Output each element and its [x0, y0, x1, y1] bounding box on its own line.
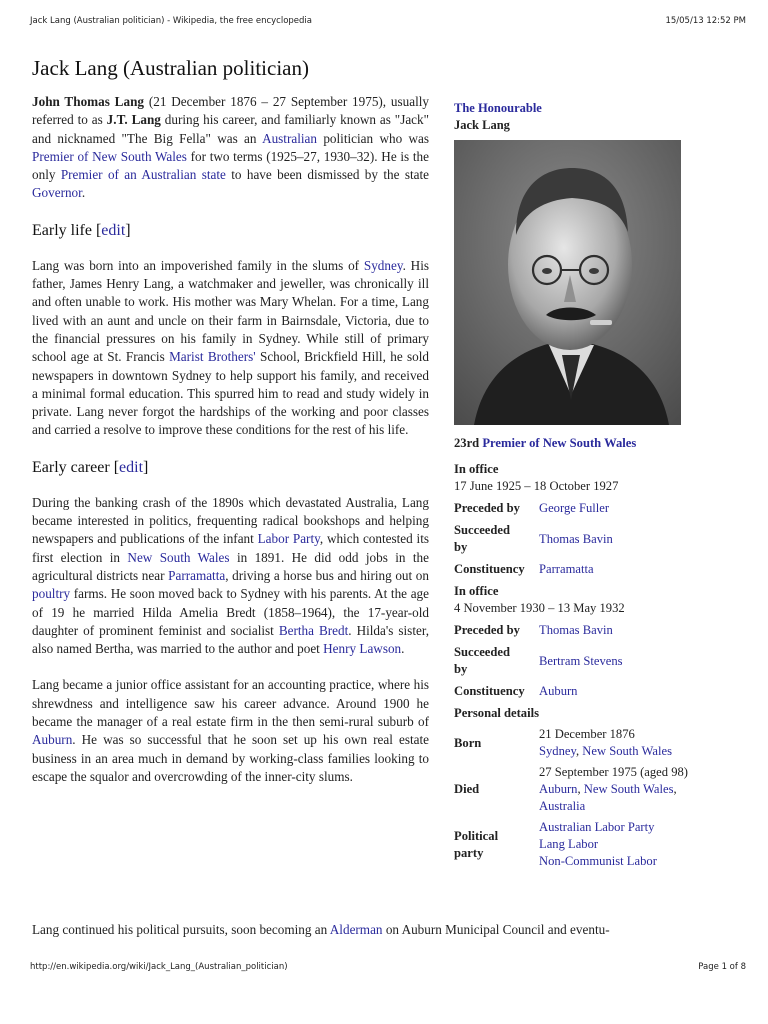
link-premier-nsw[interactable]: Premier of New South Wales — [32, 148, 187, 164]
link-infobox-premier[interactable]: Premier of New South Wales — [482, 436, 637, 450]
article-title: Jack Lang (Australian politician) — [32, 56, 309, 80]
term2-in-office-label: In office — [454, 584, 499, 598]
term1-in-office-label: In office — [454, 462, 499, 476]
heading-early-life: Early life [edit] — [32, 221, 131, 239]
edit-early-career-link[interactable]: edit — [119, 458, 144, 476]
link-premier-state[interactable]: Premier of an Australian state — [60, 167, 226, 183]
print-url: http://en.wikipedia.org/wiki/Jack_Lang_(Australian_politician) — [30, 962, 288, 972]
link-died-auburn[interactable]: Auburn — [539, 782, 578, 796]
link-party-lang-labor[interactable]: Lang Labor — [539, 837, 599, 851]
portrait-photo — [454, 140, 681, 425]
print-page-number: Page 1 of 8 — [698, 962, 746, 972]
party-row: Political party Australian Labor Party Lang Labor Non-Communist Labor — [454, 820, 657, 868]
born-date: 21 December 1876 — [539, 727, 635, 741]
link-born-sydney[interactable]: Sydney — [539, 744, 576, 758]
died-row: Died 27 September 1975 (aged 98) Auburn, New South Wales, Australia — [454, 764, 694, 815]
link-poultry[interactable]: poultry — [32, 586, 71, 602]
early-career-paragraph-1: During the banking crash of the 1890s which devastated Australia, Lang became interested in politics, frequenting radical bookshops and helping newspapers and publications of the infant Labor Party, which contested its first election in New South Wales in 1891. He did odd jobs in the agricultural districts near Parramatta, driving a horse bus and hiring out on poultry farms. He soon moved back to Sydney with his parents. At the age of 19 he married Hilda Amelia Bredt (1858–1964), the 17-year-old daughter of prominent feminist and socialist Bertha Bredt. Hilda's sister, also named Bertha, was married to the author and poet Henry Lawson. — [32, 494, 429, 657]
heading-early-career: Early career [edit] — [32, 458, 149, 476]
print-timestamp: 15/05/13 12:52 PM — [665, 16, 746, 26]
term2-dates: 4 November 1930 – 13 May 1932 — [454, 601, 625, 615]
early-career-paragraph-3: Lang continued his political pursuits, soon becoming an Alderman on Auburn Municipal Council and eventu- — [32, 922, 610, 937]
link-australian[interactable]: Australian — [262, 130, 317, 146]
link-auburn[interactable]: Auburn — [32, 732, 73, 748]
link-parramatta[interactable]: Parramatta — [168, 567, 226, 583]
link-george-fuller[interactable]: George Fuller — [539, 501, 610, 515]
died-date: 27 September 1975 (aged 98) — [539, 765, 688, 779]
link-new-south-wales[interactable]: New South Wales — [127, 549, 230, 565]
term2-constituency-row: Constituency Auburn — [454, 683, 694, 700]
link-died-nsw[interactable]: New South Wales — [583, 782, 674, 796]
link-constituency-auburn[interactable]: Auburn — [539, 684, 578, 698]
print-page-title: Jack Lang (Australian politician) - Wikipedia, the free encyclopedia — [30, 16, 312, 26]
edit-early-life-link[interactable]: edit — [101, 221, 126, 239]
infobox-honorific: The Honourable — [454, 101, 542, 115]
link-thomas-bavin-2[interactable]: Thomas Bavin — [539, 623, 613, 637]
print-header — [30, 16, 746, 26]
link-bertram-stevens[interactable]: Bertram Stevens — [539, 653, 623, 668]
link-labor-party[interactable]: Labor Party — [257, 531, 320, 547]
infobox — [454, 100, 694, 870]
subject-full-name: John Thomas Lang — [32, 94, 145, 109]
born-row: Born 21 December 1876 Sydney, New South Wales — [454, 726, 694, 760]
personal-details-heading: Personal details — [454, 706, 540, 720]
link-constituency-parramatta[interactable]: Parramatta — [539, 562, 594, 576]
link-sydney[interactable]: Sydney — [363, 257, 403, 273]
intro-paragraph: John Thomas Lang (21 December 1876 – 27 September 1975), usually referred to as J.T. Lang during his career, and familiarly known as "Jack" and nicknamed "The Big Fella" was an Australian politician who was Premier of New South Wales for two terms (1925–27, 1930–32). He is the only Premier of an Australian state to have been dismissed by the state Governor. — [32, 94, 430, 201]
early-life-paragraph: Lang was born into an impoverished family in the slums of Sydney. His father, James Henry Lang, a watchmaker and jeweller, was chronically ill and often unable to work. His mother was Mary Whelan. For a time, Lang lived with an aunt and uncle on their farm in Bairnsdale, Victoria, due to the financial pressures on his family in Sydney. While still of primary school age at St. Francis Marist Brothers' School, Brickfield Hill, he sold newspapers in downtown Sydney to help support his family, and received a minimal formal education. This spurred him to read and study widely in private. Lang never forgot the hardships of the working and poor classes and carried a resolve to improve these conditions for the rest of his life. — [32, 257, 429, 438]
link-alderman[interactable]: Alderman — [329, 922, 383, 937]
term1-constituency-row: Constituency Parramatta — [454, 561, 694, 578]
link-governor[interactable]: Governor — [32, 185, 82, 201]
link-marist-brothers[interactable]: Marist Brothers' — [169, 349, 256, 365]
early-career-paragraph-2: Lang became a junior office assistant for an accounting practice, where his shrewdness and intelligence saw his career advance. Around 1900 he became the manager of a real estate firm in the then semi-rural suburb of Auburn. He was so successful that he soon set up his own real estate business in an area much in demand by working-class families looking to escape the squalor and overcrowding of the inner-city slums. — [32, 677, 429, 784]
print-footer — [30, 962, 746, 972]
subject-short-name: J.T. Lang — [106, 112, 161, 128]
article-body — [32, 93, 429, 804]
link-born-nsw[interactable]: New South Wales — [582, 744, 672, 758]
link-died-australia[interactable]: Australia — [539, 799, 586, 813]
infobox-name: Jack Lang — [454, 118, 510, 132]
link-thomas-bavin-1[interactable]: Thomas Bavin — [539, 531, 613, 546]
term1-preceded-row: Preceded by George Fuller — [454, 500, 694, 517]
link-henry-lawson[interactable]: Henry Lawson — [323, 641, 402, 657]
link-party-non-communist[interactable]: Non-Communist Labor — [539, 854, 657, 868]
term1-dates: 17 June 1925 – 18 October 1927 — [454, 479, 619, 493]
link-party-alp[interactable]: Australian Labor Party — [539, 820, 655, 834]
portrait-photo-drawing — [454, 140, 681, 425]
term2-succeeded-row: Succeeded by Bertram Stevens — [454, 644, 694, 678]
term2-preceded-row: Preceded by Thomas Bavin — [454, 622, 694, 639]
infobox-office: 23rd Premier of New South Wales — [454, 436, 637, 450]
term1-succeeded-row: Succeeded by Thomas Bavin — [454, 522, 694, 556]
link-bertha-bredt[interactable]: Bertha Bredt — [278, 622, 349, 638]
